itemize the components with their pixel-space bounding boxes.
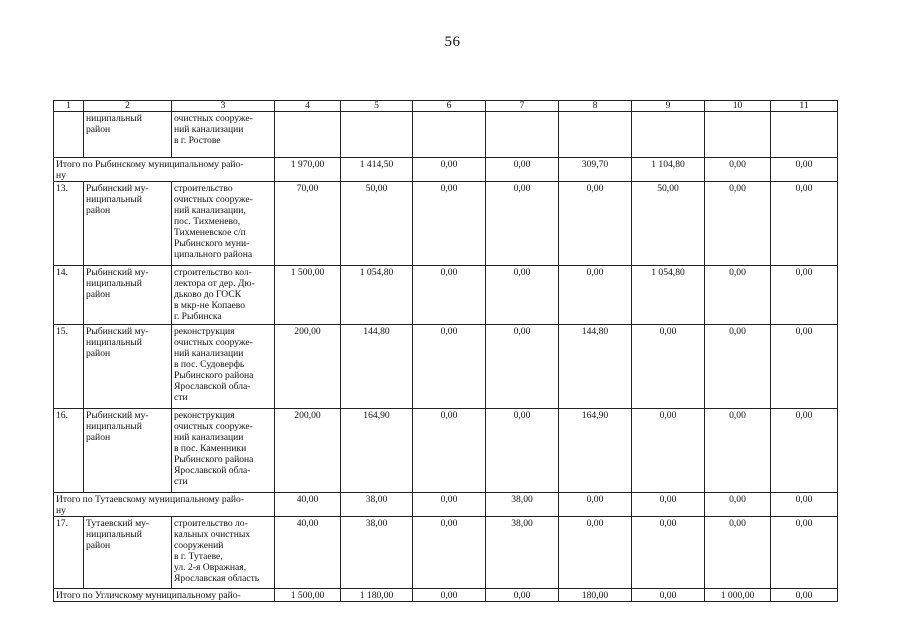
value-cell: 200,00 bbox=[275, 409, 341, 493]
value-cell: 70,00 bbox=[275, 182, 341, 266]
value-cell bbox=[559, 112, 632, 158]
value-cell: 0,00 bbox=[705, 158, 771, 182]
value-cell: 0,00 bbox=[705, 325, 771, 409]
header-cell: 8 bbox=[559, 101, 632, 112]
value-cell: 0,00 bbox=[771, 589, 838, 602]
district-cell: Рыбинский му- ниципальный район bbox=[84, 182, 172, 266]
total-row-rybinsk bbox=[54, 158, 838, 182]
row-number-cell: 13. bbox=[54, 182, 84, 266]
header-cell: 3 bbox=[172, 101, 275, 112]
value-cell: 164,90 bbox=[559, 409, 632, 493]
value-cell: 0,00 bbox=[632, 409, 705, 493]
value-cell: 0,00 bbox=[771, 517, 838, 589]
value-cell: 0,00 bbox=[413, 517, 486, 589]
value-cell: 0,00 bbox=[559, 182, 632, 266]
district-cell: Рыбинский му- ниципальный район bbox=[84, 325, 172, 409]
value-cell: 0,00 bbox=[705, 493, 771, 517]
header-cell: 10 bbox=[705, 101, 771, 112]
value-cell bbox=[275, 112, 341, 158]
row-number-cell: 14. bbox=[54, 266, 84, 325]
value-cell: 309,70 bbox=[559, 158, 632, 182]
value-cell: 1 104,80 bbox=[632, 158, 705, 182]
value-cell: 0,00 bbox=[559, 493, 632, 517]
value-cell: 0,00 bbox=[771, 182, 838, 266]
object-cell: строительство ло- кальных очистных сооружений в г. Тутаеве, ул. 2-я Овражная, Ярославская область bbox=[172, 517, 275, 589]
total-label: Итого по Угличскому муниципальному райо- bbox=[54, 589, 275, 602]
value-cell: 0,00 bbox=[632, 325, 705, 409]
value-cell: 38,00 bbox=[341, 517, 413, 589]
value-cell: 0,00 bbox=[413, 325, 486, 409]
value-cell: 0,00 bbox=[413, 158, 486, 182]
row-number-cell: 17. bbox=[54, 517, 84, 589]
value-cell: 0,00 bbox=[413, 493, 486, 517]
value-cell: 0,00 bbox=[705, 266, 771, 325]
total-row-uglich bbox=[54, 589, 838, 602]
value-cell: 1 000,00 bbox=[705, 589, 771, 602]
district-cell: Рыбинский му- ниципальный район bbox=[84, 266, 172, 325]
value-cell bbox=[413, 112, 486, 158]
value-cell: 0,00 bbox=[413, 589, 486, 602]
value-cell: 0,00 bbox=[486, 409, 559, 493]
value-cell bbox=[486, 112, 559, 158]
value-cell: 0,00 bbox=[486, 325, 559, 409]
value-cell: 0,00 bbox=[632, 589, 705, 602]
value-cell: 0,00 bbox=[705, 517, 771, 589]
table-row bbox=[54, 182, 838, 266]
district-cell: ниципальный район bbox=[84, 112, 172, 158]
value-cell: 1 500,00 bbox=[275, 589, 341, 602]
header-cell: 2 bbox=[84, 101, 172, 112]
header-cell: 6 bbox=[413, 101, 486, 112]
row-number-cell: 15. bbox=[54, 325, 84, 409]
value-cell: 1 414,50 bbox=[341, 158, 413, 182]
value-cell: 0,00 bbox=[486, 266, 559, 325]
value-cell: 1 970,00 bbox=[275, 158, 341, 182]
value-cell: 0,00 bbox=[705, 182, 771, 266]
value-cell: 0,00 bbox=[771, 325, 838, 409]
value-cell bbox=[771, 112, 838, 158]
total-row-tutaev bbox=[54, 493, 838, 517]
total-label: Итого по Тутаевскому муниципальному райо- ну bbox=[54, 493, 275, 517]
value-cell: 1 500,00 bbox=[275, 266, 341, 325]
value-cell: 144,80 bbox=[559, 325, 632, 409]
value-cell: 0,00 bbox=[771, 409, 838, 493]
value-cell: 0,00 bbox=[559, 266, 632, 325]
value-cell: 0,00 bbox=[559, 517, 632, 589]
value-cell: 144,80 bbox=[341, 325, 413, 409]
value-cell: 50,00 bbox=[341, 182, 413, 266]
value-cell: 0,00 bbox=[705, 409, 771, 493]
value-cell: 1 180,00 bbox=[341, 589, 413, 602]
value-cell: 0,00 bbox=[486, 158, 559, 182]
header-cell: 1 bbox=[54, 101, 84, 112]
header-cell: 9 bbox=[632, 101, 705, 112]
value-cell: 50,00 bbox=[632, 182, 705, 266]
value-cell: 38,00 bbox=[486, 493, 559, 517]
value-cell: 0,00 bbox=[413, 266, 486, 325]
value-cell: 0,00 bbox=[632, 517, 705, 589]
row-number-cell: 16. bbox=[54, 409, 84, 493]
value-cell: 0,00 bbox=[413, 409, 486, 493]
value-cell: 40,00 bbox=[275, 517, 341, 589]
value-cell: 38,00 bbox=[486, 517, 559, 589]
investment-table bbox=[53, 100, 838, 602]
value-cell bbox=[341, 112, 413, 158]
value-cell: 180,00 bbox=[559, 589, 632, 602]
header-cell: 5 bbox=[341, 101, 413, 112]
table-row bbox=[54, 266, 838, 325]
value-cell: 0,00 bbox=[771, 266, 838, 325]
table-row bbox=[54, 517, 838, 589]
value-cell bbox=[632, 112, 705, 158]
value-cell bbox=[705, 112, 771, 158]
value-cell: 0,00 bbox=[771, 493, 838, 517]
header-row bbox=[54, 101, 838, 112]
object-cell: реконструкция очистных сооруже- ний канализации в пос. Судоверфь Рыбинского района Ярославской обла- сти bbox=[172, 325, 275, 409]
table-row bbox=[54, 409, 838, 493]
object-cell: строительство кол- лектора от дер. Дю- дьково до ГОСК в мкр-не Копаево г. Рыбинска bbox=[172, 266, 275, 325]
table-row bbox=[54, 325, 838, 409]
value-cell: 0,00 bbox=[413, 182, 486, 266]
value-cell: 0,00 bbox=[486, 589, 559, 602]
value-cell: 1 054,80 bbox=[632, 266, 705, 325]
page-number: 56 bbox=[444, 34, 461, 50]
district-cell: Рыбинский му- ниципальный район bbox=[84, 409, 172, 493]
object-cell: реконструкция очистных сооруже- ний канализации в пос. Каменники Рыбинского района Ярославской обла- сти bbox=[172, 409, 275, 493]
value-cell: 0,00 bbox=[486, 182, 559, 266]
value-cell: 40,00 bbox=[275, 493, 341, 517]
value-cell: 0,00 bbox=[771, 158, 838, 182]
district-cell: Тутаевский му- ниципальный район bbox=[84, 517, 172, 589]
header-cell: 11 bbox=[771, 101, 838, 112]
value-cell: 38,00 bbox=[341, 493, 413, 517]
row-number-cell bbox=[54, 112, 84, 158]
header-cell: 4 bbox=[275, 101, 341, 112]
object-cell: очистных сооруже- ний канализации в г. Ростове bbox=[172, 112, 275, 158]
header-cell: 7 bbox=[486, 101, 559, 112]
table-row-continuation bbox=[54, 112, 838, 158]
total-label: Итого по Рыбинскому муниципальному райо- ну bbox=[54, 158, 275, 182]
value-cell: 200,00 bbox=[275, 325, 341, 409]
value-cell: 164,90 bbox=[341, 409, 413, 493]
value-cell: 0,00 bbox=[632, 493, 705, 517]
value-cell: 1 054,80 bbox=[341, 266, 413, 325]
object-cell: строительство очистных сооруже- ний канализации, пос. Тихменево, Тихменевское с/п Рыбинского муни- ципального района bbox=[172, 182, 275, 266]
